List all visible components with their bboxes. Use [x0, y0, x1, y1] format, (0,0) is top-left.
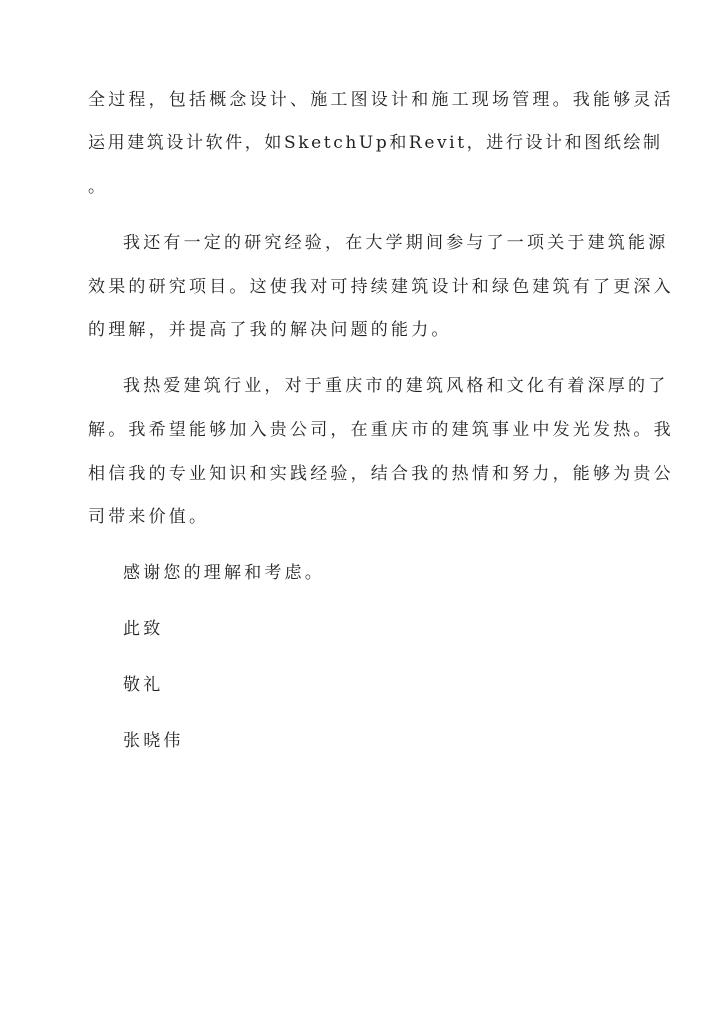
paragraph-line: 运用建筑设计软件，如SketchUp和Revit，进行设计和图纸绘制 — [88, 133, 663, 153]
paragraph-line: 的理解，并提高了我的解决问题的能力。 — [88, 320, 452, 340]
paragraph-line: 司带来价值。 — [88, 507, 210, 527]
paragraph-line: 全过程，包括概念设计、施工图设计和施工现场管理。我能够灵活 — [88, 90, 674, 110]
paragraph-line: 我热爱建筑行业，对于重庆市的建筑风格和文化有着深厚的了 — [123, 376, 669, 396]
paragraph-line: 我还有一定的研究经验，在大学期间参与了一项关于建筑能源 — [123, 233, 669, 253]
paragraph-line: 。 — [88, 177, 105, 197]
paragraph-line: 解。我希望能够加入贵公司，在重庆市的建筑事业中发光发热。我 — [88, 420, 674, 440]
paragraph-line: 相信我的专业知识和实践经验，结合我的热情和努力，能够为贵公 — [88, 464, 674, 484]
closing-line: 此致 — [123, 619, 164, 639]
thanks-line: 感谢您的理解和考虑。 — [123, 563, 325, 583]
closing-line: 敬礼 — [123, 675, 164, 695]
signature: 张晓伟 — [123, 731, 184, 751]
paragraph-line: 效果的研究项目。这使我对可持续建筑设计和绿色建筑有了更深入 — [88, 277, 674, 297]
